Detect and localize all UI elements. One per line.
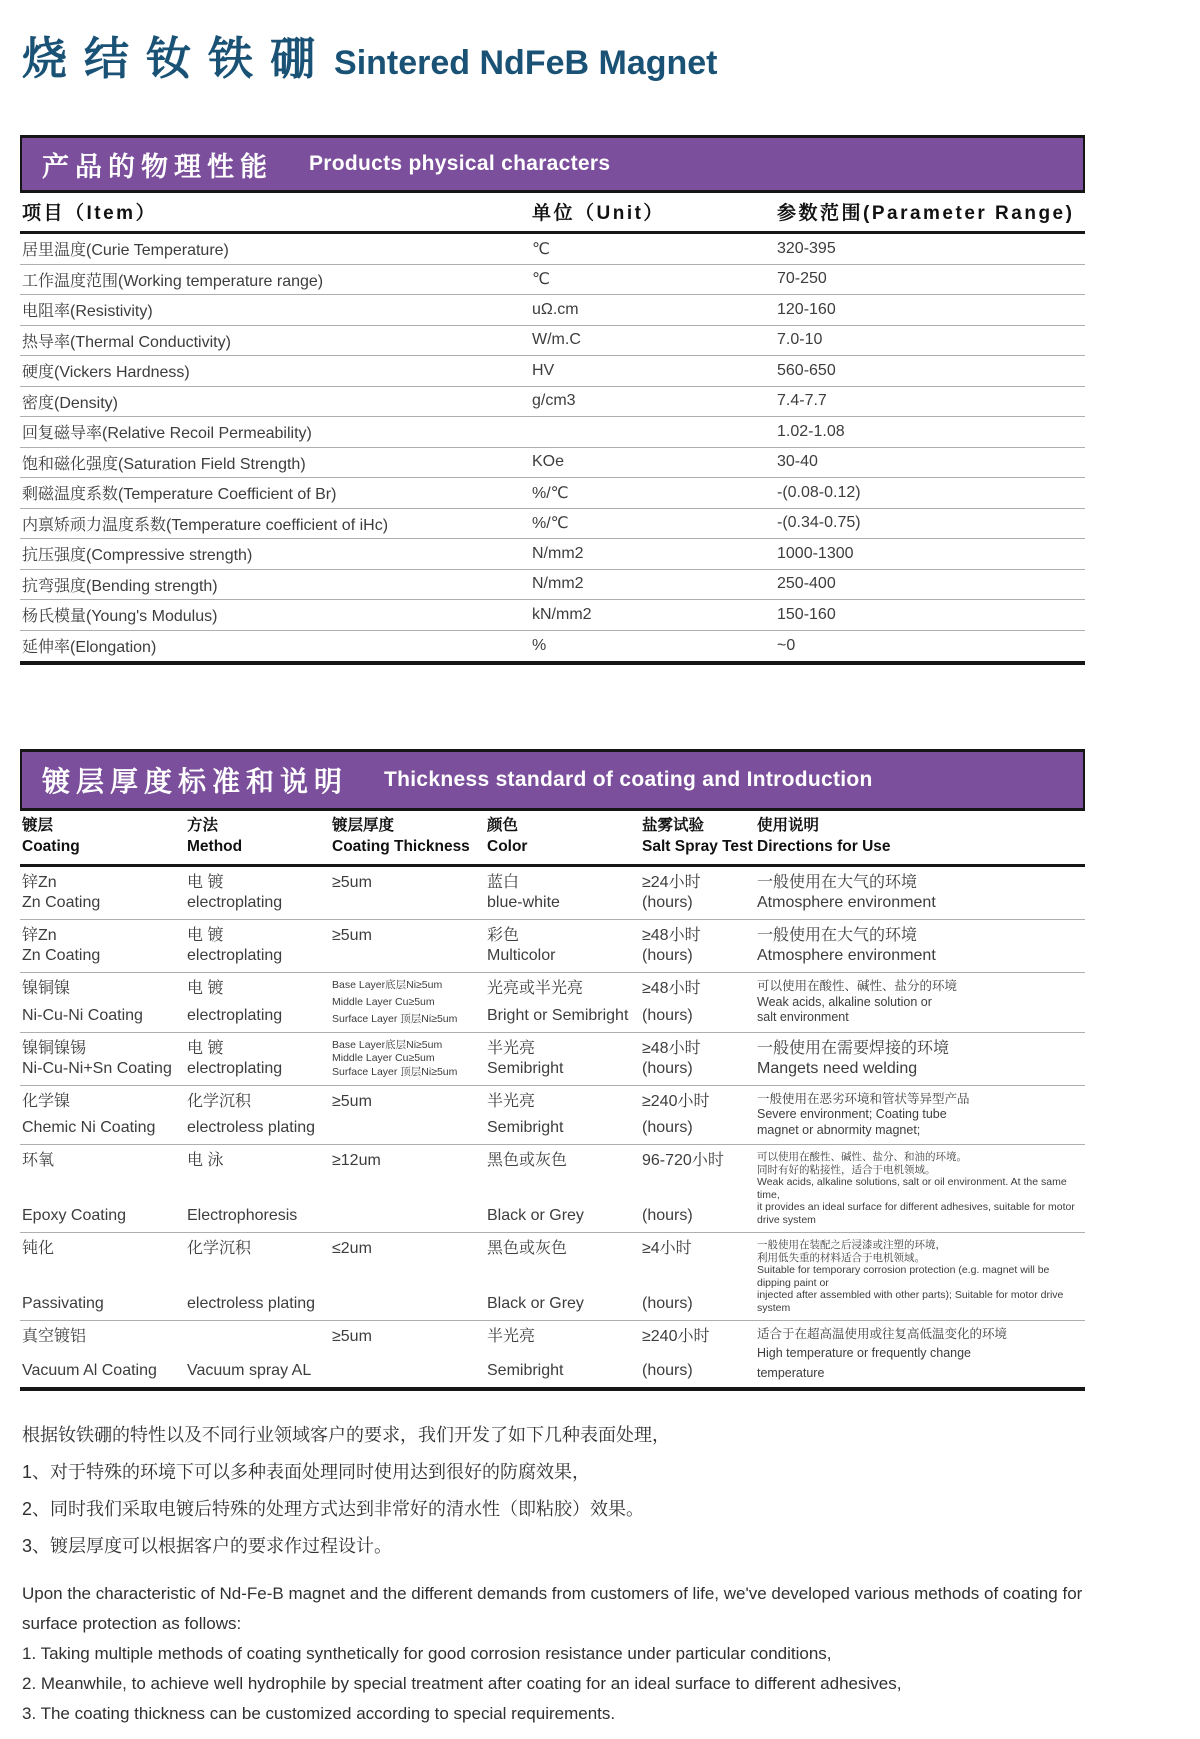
cell-color: 黑色或灰色 Black or Grey xyxy=(487,1240,584,1312)
cell-item: 居里温度(Curie Temperature) xyxy=(22,242,229,260)
table-row xyxy=(20,539,1085,570)
cell-directions: 一般使用在需要焊接的环境 Mangets need welding xyxy=(757,1039,950,1077)
cell-range: 70-250 xyxy=(777,270,827,288)
section1-banner-zh: 产品的物理性能 xyxy=(42,151,273,182)
table-row xyxy=(20,417,1085,448)
cell-color: 光亮或半光亮 Bright or Semibright xyxy=(487,980,629,1024)
table-row xyxy=(20,509,1085,540)
table-row xyxy=(20,478,1085,509)
table-row xyxy=(20,448,1085,479)
cell-directions: 可以使用在酸性、碱性、盐分的环境 Weak acids, alkaline solution or salt environment xyxy=(757,979,958,1024)
cell-coating: 镍铜镍 Ni-Cu-Ni Coating xyxy=(22,980,143,1024)
cell-coating-thickness: ≥12um xyxy=(332,1152,381,1169)
cell-range: -(0.34-0.75) xyxy=(777,514,861,532)
cell-range: 250-400 xyxy=(777,575,836,593)
cell-range: -(0.08-0.12) xyxy=(777,483,861,501)
column-header xyxy=(757,815,1085,857)
cell-salt-spray-test: ≥48小时 (hours) xyxy=(642,927,701,964)
note-line: 2、同时我们采取电镀后特殊的处理方式达到非常好的清水性（即粘胶）效果。 xyxy=(22,1499,645,1519)
column-header-en: Salt Spray Test xyxy=(642,838,753,855)
column-header-parameter-range: 参数范围(Parameter Range) xyxy=(777,203,1075,224)
cell-item: 抗弯强度(Bending strength) xyxy=(22,577,218,595)
cell-range: 7.0-10 xyxy=(777,331,823,349)
cell-item: 延伸率(Elongation) xyxy=(22,639,157,657)
cell-item: 工作温度范围(Working temperature range) xyxy=(22,272,324,290)
note-line: 1、对于特殊的环境下可以多种表面处理同时使用达到很好的防腐效果， xyxy=(22,1462,591,1482)
column-header-en: Coating Thickness xyxy=(332,838,470,855)
cell-coating: 锌Zn Zn Coating xyxy=(22,874,101,911)
note-line: 2. Meanwhile, to achieve well hydrophile by special treatment after coating for an ideal surface to different adhesives, xyxy=(22,1674,902,1693)
cell-directions: 一般使用在大气的环境 Atmosphere environment xyxy=(757,874,936,911)
page-title-zh: 烧结钕铁硼 xyxy=(22,33,333,84)
cell-salt-spray-test: ≥240小时 (hours) xyxy=(642,1328,710,1379)
cell-directions: 一般使用在恶劣环境和管状等异型产品 Severe environment; Coating tube magnet or abnormity magnet; xyxy=(757,1091,970,1137)
cell-method: 电 镀 electroplating xyxy=(187,1039,283,1077)
cell-range: 320-395 xyxy=(777,239,836,257)
cell-color: 半光亮 Semibright xyxy=(487,1092,564,1136)
note-line: 根据钕铁硼的特性以及不同行业领域客户的要求，我们开发了如下几种表面处理， xyxy=(22,1425,670,1445)
cell-unit: uΩ.cm xyxy=(532,300,579,318)
cell-unit: ℃ xyxy=(532,240,550,258)
cell-range: 30-40 xyxy=(777,453,818,471)
cell-salt-spray-test: ≥48小时 (hours) xyxy=(642,980,701,1024)
cell-item: 电阻率(Resistivity) xyxy=(22,303,153,321)
column-header-zh: 使用说明 xyxy=(757,817,820,834)
cell-coating: 化学镍 Chemic Ni Coating xyxy=(22,1092,156,1136)
section1-banner-en: Products physical characters xyxy=(309,152,611,175)
cell-salt-spray-test: ≥4小时 (hours) xyxy=(642,1240,693,1312)
cell-unit: g/cm3 xyxy=(532,392,576,410)
cell-salt-spray-test: ≥240小时 (hours) xyxy=(642,1092,710,1136)
section2-banner-zh: 镀层厚度标准和说明 xyxy=(42,766,349,797)
cell-unit: %/℃ xyxy=(532,484,569,502)
page-title-en: Sintered NdFeB Magnet xyxy=(334,44,718,82)
table-row xyxy=(20,387,1085,418)
cell-salt-spray-test: ≥24小时 (hours) xyxy=(642,874,701,911)
cell-coating-thickness: Base Layer底层Ni≥5um Middle Layer Cu≥5um Surface Layer 顶层Ni≥5um xyxy=(332,1038,458,1078)
table-row xyxy=(20,265,1085,296)
cell-unit: %/℃ xyxy=(532,515,569,533)
cell-unit: KOe xyxy=(532,453,565,471)
column-header xyxy=(22,815,187,857)
cell-salt-spray-test: 96-720小时 (hours) xyxy=(642,1152,724,1224)
cell-method: 电 镀 electroplating xyxy=(187,927,283,964)
cell-range: 7.4-7.7 xyxy=(777,392,827,410)
column-header xyxy=(487,815,642,857)
table-row xyxy=(20,1321,1085,1387)
cell-item: 硬度(Vickers Hardness) xyxy=(22,364,190,382)
column-header-zh: 镀层厚度 xyxy=(332,817,395,834)
table-row xyxy=(20,326,1085,357)
table-row xyxy=(20,1233,1085,1321)
physical-table-header xyxy=(20,193,1085,234)
cell-item: 内禀矫顽力温度系数(Temperature coefficient of iHc) xyxy=(22,516,389,534)
cell-range: 1000-1300 xyxy=(777,544,854,562)
cell-range: 120-160 xyxy=(777,300,836,318)
cell-unit: HV xyxy=(532,361,555,379)
cell-unit: % xyxy=(532,636,547,654)
notes-zh xyxy=(22,1417,1180,1565)
cell-directions: 可以使用在酸性、碱性、盐分、和油的环境。 同时有好的粘接性，适合于电机领域。 Weak acids, alkaline solutions, salt or oil environment. At the same time, it provides an ideal surface for different adhesives, suitable for motor drive system xyxy=(757,1151,1075,1226)
table-row xyxy=(20,356,1085,387)
column-header-unit: 单位（Unit） xyxy=(532,203,665,224)
cell-coating: 锌Zn Zn Coating xyxy=(22,927,101,964)
column-header xyxy=(332,815,487,857)
cell-item: 饱和磁化强度(Saturation Field Strength) xyxy=(22,455,306,473)
cell-range: ~0 xyxy=(777,636,796,654)
section2-banner xyxy=(20,749,1085,811)
coating-table-header xyxy=(20,811,1085,867)
table-row xyxy=(20,920,1085,973)
cell-color: 彩色 Multicolor xyxy=(487,927,556,964)
cell-unit: kN/mm2 xyxy=(532,605,592,623)
table-row xyxy=(20,295,1085,326)
cell-coating-thickness: ≥5um xyxy=(332,874,372,891)
cell-coating-thickness: ≥5um xyxy=(332,927,372,944)
table-row xyxy=(20,631,1085,662)
cell-color: 半光亮 Semibright xyxy=(487,1328,564,1379)
cell-salt-spray-test: ≥48小时 (hours) xyxy=(642,1039,701,1077)
cell-coating-thickness: ≥5um xyxy=(332,1092,372,1110)
column-header xyxy=(187,815,332,857)
cell-color: 黑色或灰色 Black or Grey xyxy=(487,1152,584,1224)
note-line: Upon the characteristic of Nd-Fe-B magnet and the different demands from customers of life, we've developed various methods of coating for surface protection as follows: xyxy=(22,1584,1083,1633)
column-header-en: Method xyxy=(187,838,243,855)
physical-characters-table xyxy=(20,193,1085,665)
table-row xyxy=(20,1145,1085,1233)
note-line: 3、镀层厚度可以根据客户的要求作过程设计。 xyxy=(22,1536,393,1556)
column-header xyxy=(642,815,757,857)
cell-method: 化学沉积 electroless plating xyxy=(187,1240,316,1312)
cell-coating-thickness: ≥5um xyxy=(332,1328,372,1345)
cell-unit: N/mm2 xyxy=(532,544,584,562)
cell-range: 1.02-1.08 xyxy=(777,422,845,440)
cell-color: 蓝白 blue-white xyxy=(487,874,560,911)
cell-item: 密度(Density) xyxy=(22,394,119,412)
coating-table-body xyxy=(20,867,1085,1387)
cell-method: 电 镀 electroplating xyxy=(187,980,283,1024)
column-header-zh: 方法 xyxy=(187,817,219,834)
cell-method: 电 镀 electroplating xyxy=(187,874,283,911)
column-header-en: Directions for Use xyxy=(757,838,891,855)
column-header-zh: 镀层 xyxy=(22,817,54,834)
cell-coating: 环氧 Epoxy Coating xyxy=(22,1152,127,1224)
table-row xyxy=(20,1033,1085,1086)
cell-item: 回复磁导率(Relative Recoil Permeability) xyxy=(22,425,312,443)
cell-item: 剩磁温度系数(Temperature Coefficient of Br) xyxy=(22,486,337,504)
table-row xyxy=(20,973,1085,1033)
cell-coating-thickness: Base Layer底层Ni≥5um Middle Layer Cu≥5um Surface Layer 顶层Ni≥5um xyxy=(332,979,458,1025)
cell-range: 560-650 xyxy=(777,361,836,379)
section2-banner-en: Thickness standard of coating and Introduction xyxy=(384,768,873,791)
notes-en xyxy=(22,1579,1100,1729)
column-header-zh: 颜色 xyxy=(487,817,519,834)
cell-directions: 一般使用在装配之后浸漆或注塑的环境， 利用低失重的材料适合于电机领域。 Suitable for temporary corrosion protection (e.g. magnet will be dipping paint or injected after assembled with other parts); Suitable for motor drive system xyxy=(757,1239,1064,1314)
cell-unit: ℃ xyxy=(532,271,550,289)
note-line: 3. The coating thickness can be customized according to special requirements. xyxy=(22,1704,616,1723)
cell-item: 杨氏模量(Young's Modulus) xyxy=(22,608,218,626)
column-header-item: 项目（Item） xyxy=(22,203,158,224)
table-row xyxy=(20,234,1085,265)
coating-table xyxy=(20,811,1085,1391)
cell-method: Vacuum spray AL xyxy=(187,1362,312,1379)
cell-color: 半光亮 Semibright xyxy=(487,1039,564,1077)
cell-coating: 镍铜镍锡 Ni-Cu-Ni+Sn Coating xyxy=(22,1039,172,1077)
page-title xyxy=(22,22,1180,88)
section1-banner xyxy=(20,135,1085,193)
cell-unit xyxy=(532,423,777,441)
column-header-zh: 盐雾试验 xyxy=(642,817,705,834)
note-line: 1. Taking multiple methods of coating synthetically for good corrosion resistance under particular conditions, xyxy=(22,1644,832,1663)
table-row xyxy=(20,570,1085,601)
cell-range: 150-160 xyxy=(777,605,836,623)
cell-coating-thickness: ≤2um xyxy=(332,1240,372,1257)
column-header-en: Color xyxy=(487,838,528,855)
table-row xyxy=(20,1086,1085,1146)
cell-method: 化学沉积 electroless plating xyxy=(187,1092,316,1136)
cell-item: 抗压强度(Compressive strength) xyxy=(22,547,253,565)
table-row xyxy=(20,867,1085,920)
cell-item: 热导率(Thermal Conductivity) xyxy=(22,333,231,351)
cell-directions: 适合于在超高温使用或往复高低温变化的环境 High temperature or frequently change temperature xyxy=(757,1327,1008,1380)
cell-coating: 钝化 Passivating xyxy=(22,1240,104,1312)
cell-coating: 真空镀铝 Vacuum Al Coating xyxy=(22,1328,157,1379)
table-row xyxy=(20,600,1085,631)
cell-unit: W/m.C xyxy=(532,331,581,349)
column-header-en: Coating xyxy=(22,838,80,855)
cell-method: 电 泳 Electrophoresis xyxy=(187,1152,298,1224)
cell-unit: N/mm2 xyxy=(532,575,584,593)
physical-table-body xyxy=(20,234,1085,661)
cell-directions: 一般使用在大气的环境 Atmosphere environment xyxy=(757,927,936,964)
